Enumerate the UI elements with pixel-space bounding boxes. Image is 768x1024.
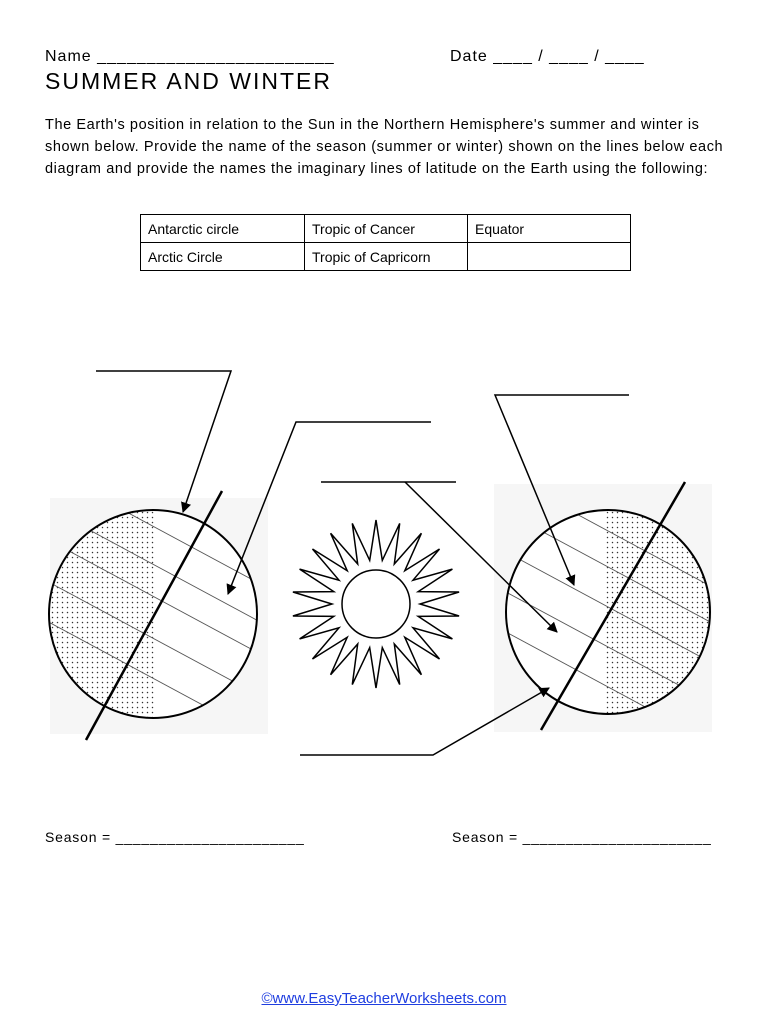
season-answer-right: Season = ______________________ [452,829,712,845]
footer [0,990,768,1007]
name-field-label: Name ________________________ [45,48,335,65]
table-cell: Tropic of Cancer [305,215,468,243]
table-cell: Tropic of Capricorn [305,243,468,271]
sun-icon [293,520,459,688]
instructions-paragraph: The Earth's position in relation to the Sun in the Northern Hemisphere's summer and winter is shown below. Provide the name of the season (summer or winter) shown on the lines below each diagram and provide the names the imaginary lines of latitude on the Earth using the following: [45,117,724,177]
season-answer-left: Season = ______________________ [45,829,305,845]
date-field-label: Date ____ / ____ / ____ [450,48,645,65]
table-cell: Arctic Circle [141,243,305,271]
page-title: SUMMER AND WINTER [45,68,332,94]
table-cell: Antarctic circle [141,215,305,243]
website-link[interactable]: ©www.EasyTeacherWorksheets.com [261,990,507,1007]
table-cell: Equator [468,215,631,243]
answer-line-pointer [96,371,231,512]
